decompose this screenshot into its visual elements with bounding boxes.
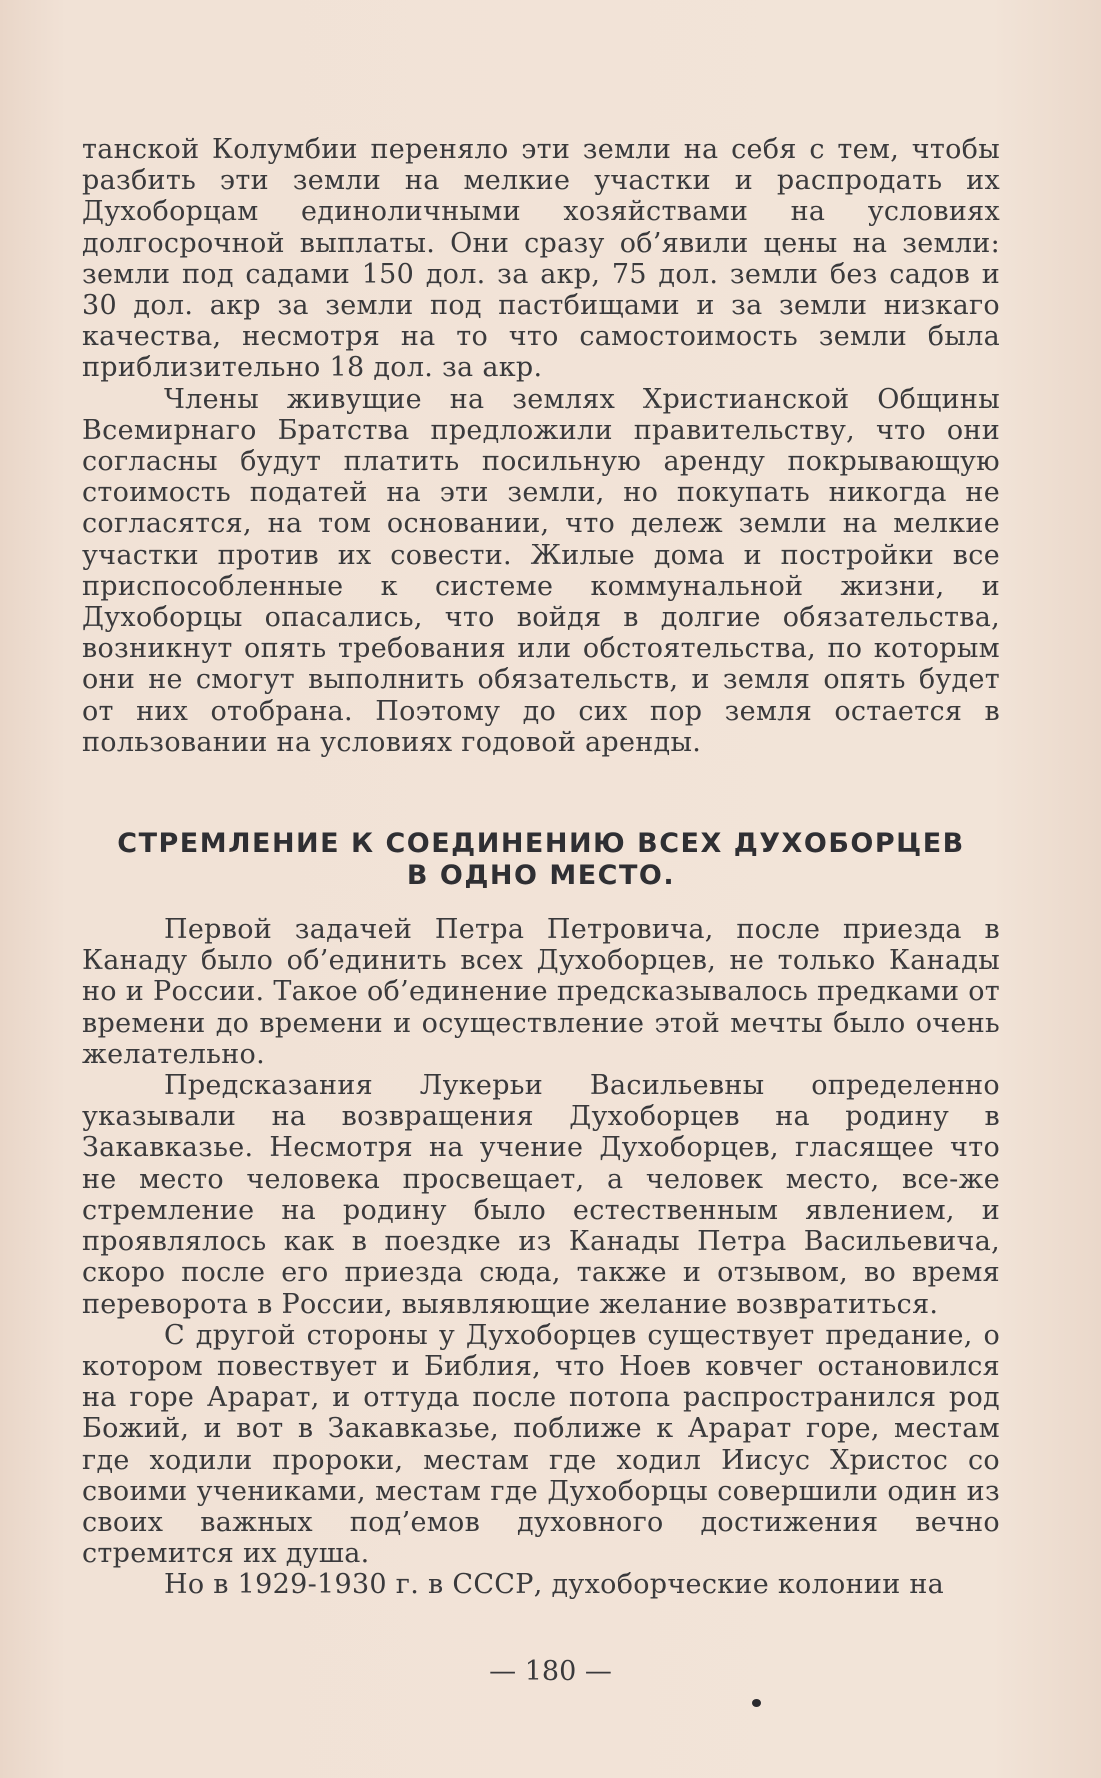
page-number: — 180 — [489, 1656, 612, 1687]
ink-spot [752, 1699, 761, 1707]
section-heading-line1: СТРЕМЛЕНИЕ К СОЕДИНЕНИЮ ВСЕХ ДУХОБОРЦЕВ [117, 828, 965, 860]
section-heading [82, 828, 1000, 892]
section-heading-line2: В ОДНО МЕСТО. [406, 860, 676, 892]
paragraph-ussr-colonies: Но в 1929-1930 г. в СССР, духоборческие колонии на [164, 1569, 945, 1601]
text-column [82, 134, 1000, 1601]
paragraph-first-task: Первой задачей Петра Петровича, после приезда в Канаду было об’единить всех Духоборцев, не только Канады но и России. Такое об’единение предсказывалось предками от времени до времени и осуществление этой мечты было очень желательно. [82, 914, 1000, 1070]
paragraph-predictions: Предсказания Лукерьи Васильевны определенно указывали на возвращения Духоборцев на родину в Закавказье. Несмотря на учение Духоборцев, гласящее что не место человека просвещает, а человек место, все-же стремление на родину было естественным явлением, и проявлялось как в поездке из Канады Петра Васильевича, скоро после его приезда сюда, также и отзывом, во время переворота в России, выявляющие желание возвратиться. [82, 1070, 1000, 1320]
paragraph-members-proposal: Члены живущие на землях Христианской Общины Всемирнаго Братства предложили правительству, что они согласны будут платить посильную аренду покрывающую стоимость податей на эти земли, но покупать никогда не согласятся, на том основании, что дележ земли на мелкие участки против их совести. Жилые дома и постройки все приспособленные к системе коммунальной жизни, и Духоборцы опасались, что войдя в долгие обязательства, возникнут опять требования или обстоятельства, по которым они не смогут выполнить обязательств, и земля опять будет от них отобрана. Поэтому до сих пор земля остается в пользовании на условиях годовой аренды. [82, 383, 1000, 758]
paragraph-tradition-ararat: С другой стороны у Духоборцев существует предание, о котором повествует и Библия, что Ноев ковчег остановился на горе Арарат, и оттуда после потопа распространился род Божий, и вот в Закавказье, поближе к Арарат горе, местам где ходили пророки, местам где ходил Иисус Христос со своими учениками, местам где Духоборцы совершили один из своих важных под’емов духовного достижения вечно стремится их душа. [82, 1319, 1000, 1570]
paragraph-land-prices: танской Колумбии переняло эти земли на себя с тем, чтобы разбить эти земли на мелкие участки и распродать их Духоборцам единоличными хозяйствами на условиях долгосрочной выплаты. Они сразу об’явили цены на земли: земли под садами 150 дол. за акр, 75 дол. земли без садов и 30 дол. акр за земли под пастбищами и за земли низкаго качества, несмотря на то что самостоимость земли была приблизительно 18 дол. за акр. [82, 134, 1000, 384]
